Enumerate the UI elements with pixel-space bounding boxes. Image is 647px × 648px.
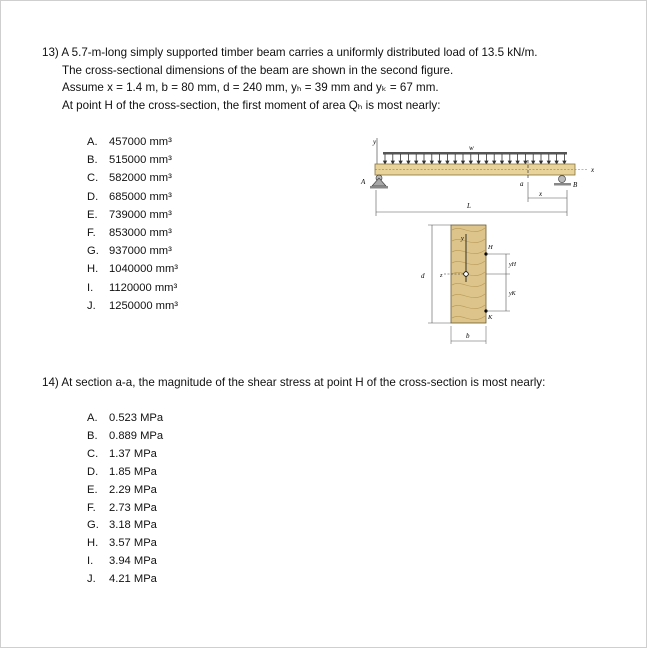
load-arrow-head bbox=[501, 161, 504, 164]
point-h-label: H bbox=[488, 244, 493, 251]
q14-option[interactable]: I. 3.94 MPa bbox=[87, 555, 157, 568]
q13-line-3: Assume x = 1.4 m, b = 80 mm, d = 240 mm, yₕ = 39 mm and yₖ = 67 mm. bbox=[62, 81, 439, 94]
load-arrow-head bbox=[508, 161, 511, 164]
q13-option[interactable]: D. 685000 mm³ bbox=[87, 190, 172, 203]
load-arrow-head bbox=[399, 161, 402, 164]
dim-x-label: x bbox=[539, 190, 543, 198]
load-arrow-head bbox=[555, 161, 558, 164]
q14-options bbox=[87, 410, 163, 589]
beam-x-axis-label: x bbox=[591, 166, 595, 174]
beam-figure bbox=[355, 132, 605, 220]
load-arrow-head bbox=[493, 161, 496, 164]
load-arrow-head bbox=[430, 161, 433, 164]
load-arrow-head bbox=[532, 161, 535, 164]
q13-option[interactable]: H. 1040000 mm³ bbox=[87, 263, 179, 276]
load-arrow-head bbox=[477, 161, 480, 164]
q13-option[interactable]: I. 1120000 mm³ bbox=[87, 281, 178, 294]
dim-L-label: L bbox=[467, 202, 471, 210]
point-k-label: K bbox=[488, 314, 493, 321]
q13-line-4: At point H of the cross-section, the first moment of area Qₕ is most nearly: bbox=[62, 98, 441, 112]
z-axis-label: z bbox=[440, 272, 443, 279]
load-arrows bbox=[384, 154, 566, 164]
question-13 bbox=[42, 44, 538, 114]
support-b-label: B bbox=[573, 181, 578, 189]
dim-yk-label: yK bbox=[509, 291, 516, 297]
q13-option[interactable]: B. 515000 mm³ bbox=[87, 154, 172, 167]
q14-option[interactable]: H. 3.57 MPa bbox=[87, 537, 157, 550]
q13-line-2: The cross-sectional dimensions of the beam are shown in the second figure. bbox=[62, 63, 454, 77]
load-arrow-head bbox=[446, 161, 449, 164]
beam-y-label: y bbox=[373, 138, 377, 146]
load-arrow-head bbox=[485, 161, 488, 164]
q14-option[interactable]: A. 0.523 MPa bbox=[87, 412, 164, 424]
q14-option[interactable]: F. 2.73 MPa bbox=[87, 501, 157, 514]
q14-option[interactable]: D. 1.85 MPa bbox=[87, 465, 157, 478]
load-arrow-head bbox=[462, 161, 465, 164]
q13-option[interactable]: J. 1250000 mm³ bbox=[87, 299, 179, 312]
load-arrow-head bbox=[469, 161, 472, 164]
load-arrow-head bbox=[540, 161, 543, 164]
q13-option[interactable]: C. 582000 mm³ bbox=[87, 172, 172, 185]
load-arrow-head bbox=[547, 161, 550, 164]
dim-b-label: b bbox=[466, 332, 470, 340]
dim-yh-label: yH bbox=[509, 262, 516, 268]
support-a-label: A bbox=[361, 178, 366, 186]
q13-line-1: 13) A 5.7-m-long simply supported timber beam carries a uniformly distributed load of 13.5 kN/m. bbox=[42, 46, 538, 59]
section-y-label: y bbox=[461, 235, 464, 242]
q14-option[interactable]: E. 2.29 MPa bbox=[87, 483, 157, 496]
distributed-load-bar bbox=[383, 152, 567, 155]
q14-option[interactable]: J. 4.21 MPa bbox=[87, 573, 157, 586]
q14-line-1: 14) At section a-a, the magnitude of the shear stress at point H of the cross-section is most nearly: bbox=[42, 376, 546, 389]
load-arrow-head bbox=[563, 161, 566, 164]
cross-section-figure bbox=[418, 222, 528, 346]
load-arrow-head bbox=[524, 161, 527, 164]
q13-option[interactable]: G. 937000 mm³ bbox=[87, 245, 172, 258]
q13-option[interactable]: F. 853000 mm³ bbox=[87, 227, 172, 240]
load-arrow-head bbox=[516, 161, 519, 164]
q14-option[interactable]: B. 0.889 MPa bbox=[87, 429, 164, 442]
load-arrow-head bbox=[438, 161, 441, 164]
q14-option[interactable]: G. 3.18 MPa bbox=[87, 519, 157, 532]
question-14 bbox=[42, 374, 545, 392]
q13-option[interactable]: A. 457000 mm³ bbox=[87, 136, 172, 148]
load-arrow-head bbox=[384, 161, 387, 164]
q14-option[interactable]: C. 1.37 MPa bbox=[87, 447, 157, 460]
load-arrow-head bbox=[415, 161, 418, 164]
roller-support-b bbox=[559, 176, 566, 183]
section-a-label: a bbox=[520, 180, 524, 188]
q13-option[interactable]: E. 739000 mm³ bbox=[87, 208, 172, 221]
q13-options bbox=[87, 133, 178, 315]
load-arrow-head bbox=[391, 161, 394, 164]
load-arrow-head bbox=[423, 161, 426, 164]
centroid-marker bbox=[464, 272, 469, 277]
pin-support-a-base bbox=[372, 178, 386, 186]
dim-d-label: d bbox=[421, 272, 425, 280]
load-arrow-head bbox=[407, 161, 410, 164]
load-w-label: w bbox=[469, 144, 474, 152]
ground-b bbox=[554, 183, 571, 186]
load-arrow-head bbox=[454, 161, 457, 164]
ground-a bbox=[370, 186, 388, 189]
